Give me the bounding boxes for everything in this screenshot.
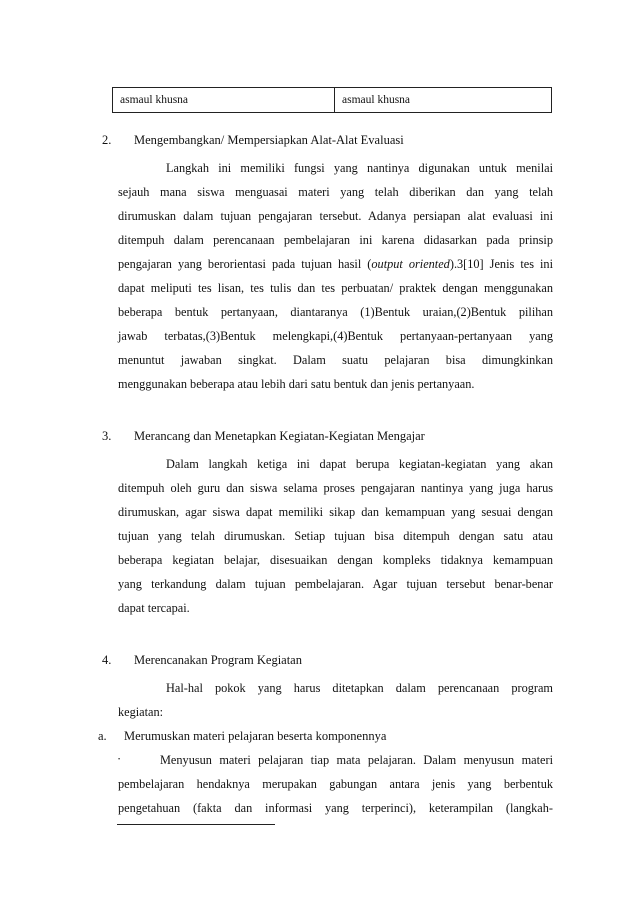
paragraph-line: Dalam langkah ketiga ini dapat berupa kegiatan-kegiatan yang akan (166, 457, 553, 471)
paragraph-line: pengajaran yang berorientasi pada tujuan hasil (output oriented).3[10] Jenis tes ini (118, 257, 553, 271)
section-number: 4. (102, 653, 112, 667)
subsection-letter: a. (98, 729, 107, 743)
paragraph-line: dapat tercapai. (118, 601, 190, 615)
section-number: 3. (102, 429, 112, 443)
table-cell: asmaul khusna (335, 88, 552, 113)
paragraph-line: ditempuh oleh guru dan siswa selama proses pengajaran nantinya yang juga harus (118, 481, 553, 495)
paragraph-line: Hal-hal pokok yang harus ditetapkan dalam perencanaan program (166, 681, 553, 695)
paragraph-line: dirumuskan dalam tujuan pengajaran tersebut. Adanya persiapan alat evaluasi ini (118, 209, 553, 223)
paragraph-line: beberapa kegiatan belajar, disesuaikan dengan kompleks tidaknya kemampuan (118, 553, 553, 567)
paragraph-line: sejauh mana siswa menguasai materi yang telah diberikan dan yang telah (118, 185, 553, 199)
footnote-separator (117, 824, 275, 825)
paragraph-line: tujuan yang telah dirumuskan. Setiap tujuan bisa ditempuh dengan satu atau (118, 529, 553, 543)
paragraph-line: menggunakan beberapa atau lebih dari satu bentuk dan jenis pertanyaan. (118, 377, 475, 391)
paragraph-line: pengetahuan (fakta dan informasi yang terperinci), keterampilan (langkah- (118, 801, 553, 815)
paragraph-line: menuntut jawaban singkat. Dalam suatu pelajaran bisa dimungkinkan (118, 353, 553, 367)
paragraph-line: yang terkandung dalam tujuan pembelajaran. Agar tujuan tersebut benar-benar (118, 577, 553, 591)
section-heading: Merencanakan Program Kegiatan (134, 653, 302, 667)
section-heading: Merancang dan Menetapkan Kegiatan-Kegiatan Mengajar (134, 429, 425, 443)
paragraph-line: Menyusun materi pelajaran tiap mata pelajaran. Dalam menyusun materi (160, 753, 553, 767)
section-number: 2. (102, 133, 112, 147)
paragraph-line: ditempuh dalam perencanaan pembelajaran ini karena didasarkan pada prinsip (118, 233, 553, 247)
paragraph-line: dapat meliputi tes lisan, tes tulis dan tes perbuatan/ praktek dengan menggunakan (118, 281, 553, 295)
section-heading: Mengembangkan/ Mempersiapkan Alat-Alat Evaluasi (134, 133, 404, 147)
subsection-heading: Merumuskan materi pelajaran beserta komponennya (124, 729, 387, 743)
paragraph-line: kegiatan: (118, 705, 164, 719)
paragraph-line: beberapa bentuk pertanyaan, diantaranya (1)Bentuk uraian,(2)Bentuk pilihan (118, 305, 553, 319)
paragraph-line: jawab terbatas,(3)Bentuk melengkapi,(4)Bentuk pertanyaan-pertanyaan yang (118, 329, 553, 343)
table-cell: asmaul khusna (113, 88, 335, 113)
table-row (113, 88, 552, 113)
paragraph-line: pembelajaran hendaknya merupakan gabungan antara jenis yang berbentuk (118, 777, 553, 791)
paragraph-line: dirumuskan, agar siswa dapat memiliki sikap dan kemampuan yang sesuai dengan (118, 505, 553, 519)
paragraph-line: Langkah ini memiliki fungsi yang nantinya digunakan untuk menilai (166, 161, 553, 175)
bullet-icon: · (117, 752, 122, 766)
top-table (112, 87, 552, 113)
